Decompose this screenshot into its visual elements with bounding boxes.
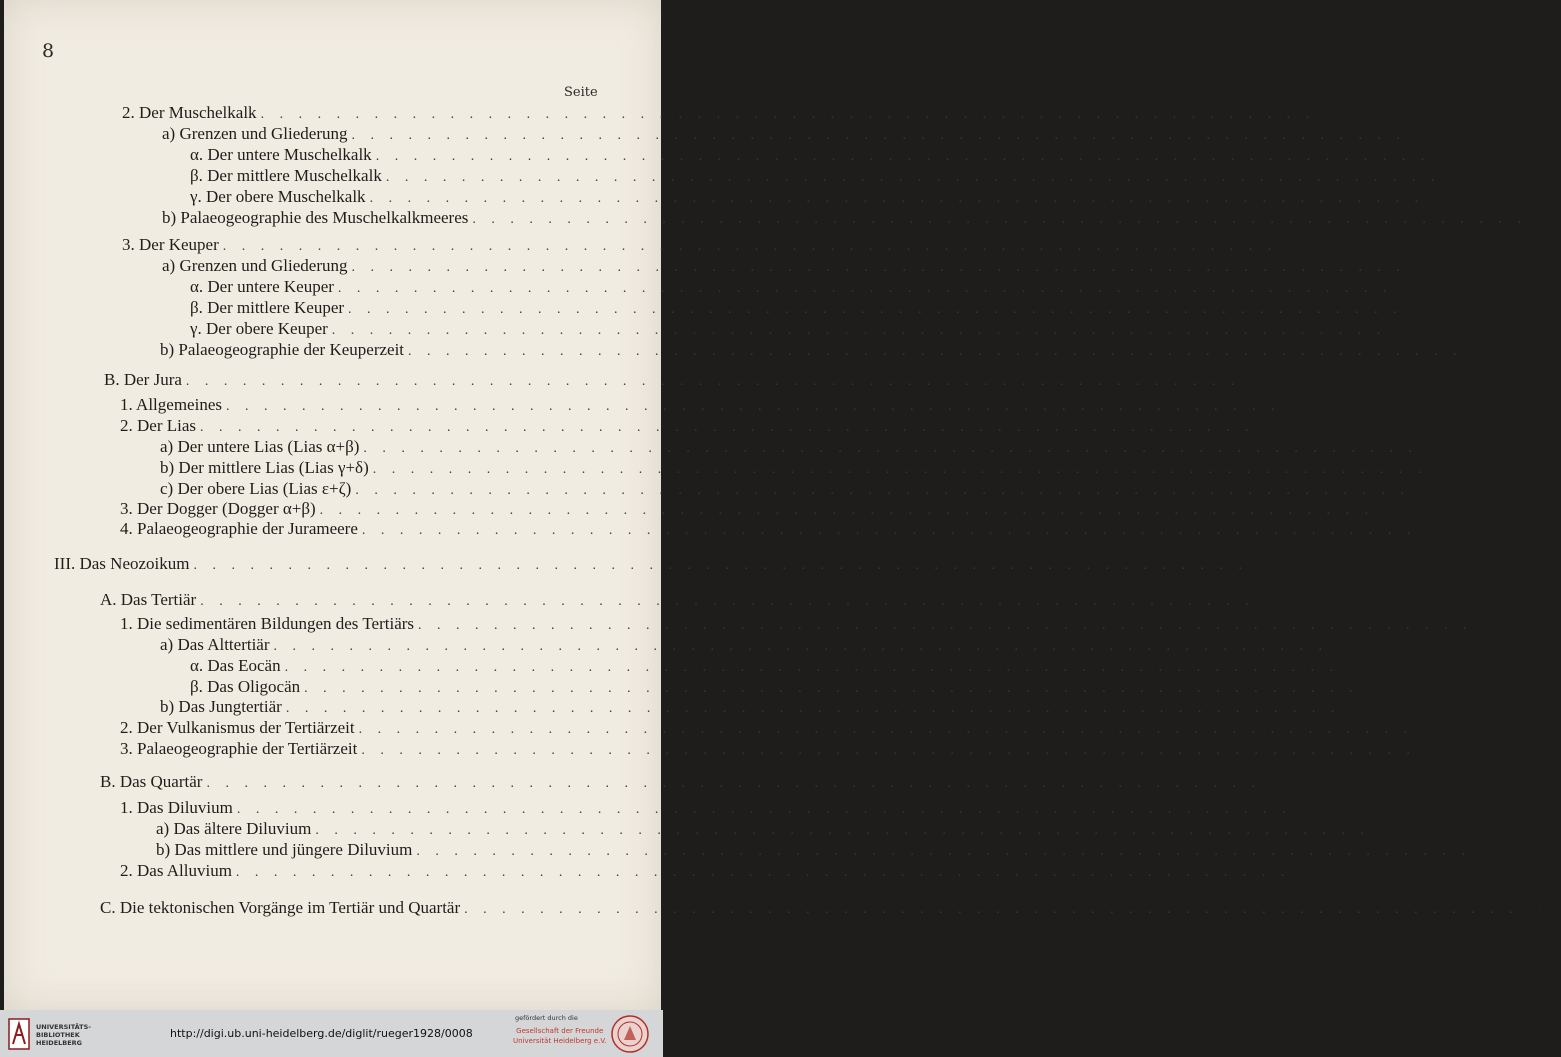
toc-entry [190, 298, 1437, 320]
toc-entry [100, 590, 1289, 612]
library-name: UNIVERSITÄTS- BIBLIOTHEK HEIDELBERG [36, 1023, 91, 1047]
toc-entry-page: 124 [1535, 208, 1561, 227]
toc-entry-label: 2. Das Alluvium [120, 861, 232, 880]
society-name: Gesellschaft der Freunde Universität Heidelberg e.V. [513, 1027, 607, 1045]
toc-entry-label: 4. Palaeogeographie der Jurameere [120, 519, 358, 538]
toc-entry-label: 1. Das Diluvium [120, 798, 233, 817]
toc-entry [160, 479, 1444, 501]
toc-leader: . . . . . . . . . . . . . . . . . . . . . . . . . . . . . . . . . . . . . . . . . . . . . . . . . . . . . . . . [235, 865, 1291, 880]
toc-entry-label: β. Der mittlere Muschelkalk [190, 166, 382, 185]
toc-entry-page: 217 [1527, 898, 1553, 917]
toc-entry-label: III. Das Neozoikum [54, 554, 190, 573]
toc-leader: . . . . . . . . . . . . . . . . . . . . . . . . . . . . . . . . . . . . . . . . . . . . . . . . . . . . . . . . [361, 523, 1417, 538]
toc-leader: . . . . . . . . . . . . . . . . . . . . . . . . . . . . . . . . . . . . . . . . . . . . . . . . . . . . . . . . [369, 191, 1425, 206]
toc-entry-page: 136 [1411, 298, 1437, 317]
toc-entry-page: 141 [1394, 319, 1421, 338]
page-number: 8 [42, 40, 55, 62]
toc-entry-page: 166 [1347, 656, 1374, 675]
toc-entry-page: 193 [1269, 772, 1295, 791]
toc-entry-page: 166 [1263, 590, 1289, 609]
toc-leader: . . . . . . . . . . . . . . . . . . . . . . . . . . . . . . . . . . . . . . . . . . . . . . . . . . . . . . . . [315, 823, 1370, 838]
toc-entry [120, 519, 1451, 541]
toc-leader: . . . . . . . . . . . . . . . . . . . . . . . . . . . . . . . . . . . . . . . . . . . . . . . . . . . . . . . . [358, 722, 1414, 737]
toc-entry [120, 395, 1315, 417]
toc-entry-page: 151 [1248, 370, 1275, 389]
toc-leader: . . . . . . . . . . . . . . . . . . . . . . . . . . . . . . . . . . . . . . . . . . . . . . . . . . . . . . . . [200, 420, 1255, 435]
toc-entry-label: γ. Der obere Keuper [190, 319, 328, 338]
toc-entry [160, 458, 1462, 480]
toc-leader: . . . . . . . . . . . . . . . . . . . . . . . . . . . . . . . . . . . . . . . . . . . . . . . . . . . . . . . . [385, 170, 1441, 185]
toc-entry-page: 155 [1435, 458, 1462, 477]
toc-entry-label: 3. Der Keuper [122, 235, 219, 254]
toc-entry-label: 2. Der Lias [120, 416, 197, 435]
toc-entry-page: 152 [1263, 416, 1289, 435]
toc-entry-label: b) Das Jungtertiär [160, 697, 282, 716]
toc-entry-label: α. Der untere Muschelkalk [190, 145, 372, 164]
toc-leader: . . . . . . . . . . . . . . . . . . . . . . . . . . . . . . . . . . . . . . . . . . . . . . . . . . . . . . . . [416, 844, 1471, 859]
toc-leader: . . . . . . . . . . . . . . . . . . . . . . . . . . . . . . . . . . . . . . . . . . . . . . . . . . . . . . . . [304, 681, 1359, 696]
toc-entry-label: a) Das Alttertiär [160, 635, 270, 654]
toc-entry [120, 416, 1289, 438]
toc-entry [122, 235, 1312, 257]
toc-entry-label: a) Der untere Lias (Lias α+β) [160, 437, 360, 456]
toc-entry [190, 677, 1393, 699]
toc-entry-label: b) Der mittlere Lias (Lias γ+δ) [160, 458, 369, 477]
toc-entry [190, 277, 1427, 299]
toc-entry-page: 108 [1323, 103, 1350, 122]
toc-entry-page: 133 [1285, 235, 1312, 254]
toc-leader: . . . . . . . . . . . . . . . . . . . . . . . . . . . . . . . . . . . . . . . . . . . . . . . . . . . . . . . . [363, 441, 1418, 456]
toc-entry [162, 256, 1441, 278]
toc-entry-label: a) Grenzen und Gliederung [162, 124, 348, 143]
toc-entry [120, 499, 1409, 521]
toc-leader: . . . . . . . . . . . . . . . . . . . . . . . . . . . . . . . . . . . . . . . . . . . . . . . . . . . . . . . . [375, 149, 1431, 164]
toc-leader: . . . . . . . . . . . . . . . . . . . . . . . . . . . . . . . . . . . . . . . . . . . . . . . . . . . . . . . . [361, 743, 1416, 758]
toc-entry [100, 898, 1553, 920]
toc-entry-label: b) Das mittlere und jüngere Diluvium [156, 840, 413, 859]
toc-entry-label: 1. Die sedimentären Bildungen des Tertiärs [120, 614, 415, 633]
toc-entry-label: 2. Der Vulkanismus der Tertiärzeit [120, 718, 355, 737]
toc-entry [190, 319, 1421, 341]
toc-entry [190, 166, 1475, 188]
toc-entry-label: A. Das Tertiär [100, 590, 197, 609]
toc-entry [160, 340, 1497, 362]
toc-leader: . . . . . . . . . . . . . . . . . . . . . . . . . . . . . . . . . . . . . . . . . . . . . . . . . . . . . . . . [472, 212, 1527, 227]
toc-entry-label: c) Der obere Lias (Lias ε+ζ) [160, 479, 352, 498]
toc-entry-page: 155 [1418, 479, 1444, 498]
toc-entry-page: 134 [1400, 277, 1427, 296]
toc-leader: . . . . . . . . . . . . . . . . . . . . . . . . . . . . . . . . . . . . . . . . . . . . . . . . . . . . . . . . [355, 483, 1410, 498]
toc-entry-page: 151 [1288, 395, 1315, 414]
toc-leader: . . . . . . . . . . . . . . . . . . . . . . . . . . . . . . . . . . . . . . . . . . . . . . . . . . . . . . . . [185, 374, 1241, 389]
toc-entry [104, 370, 1275, 392]
toc-entry-label: α. Der untere Keuper [190, 277, 334, 296]
toc-entry-label: B. Der Jura [104, 370, 182, 389]
toc-entry-label: B. Das Quartär [100, 772, 203, 791]
permalink-url[interactable]: http://digi.ub.uni-heidelberg.de/diglit/rueger1928/0008 [170, 1027, 473, 1040]
toc-entry [120, 798, 1326, 820]
toc-entry-page: 191 [1424, 739, 1450, 758]
toc-entry [190, 656, 1374, 678]
toc-entry [122, 103, 1350, 125]
toc-entry [100, 772, 1295, 794]
toc-leader: . . . . . . . . . . . . . . . . . . . . . . . . . . . . . . . . . . . . . . . . . . . . . . . . . . . . . . . . [193, 558, 1248, 573]
toc-entry [162, 208, 1561, 230]
toc-entry-page: 194 [1299, 798, 1326, 817]
toc-entry-label: 3. Der Dogger (Dogger α+β) [120, 499, 316, 518]
scanned-page [4, 0, 1561, 1010]
toc-leader: . . . . . . . . . . . . . . . . . . . . . . . . . . . . . . . . . . . . . . . . . . . . . . . . . . . . . . . . [200, 594, 1255, 609]
page-column-header: Seite [564, 85, 598, 100]
toc-entry-label: 1. Allgemeines [120, 395, 222, 414]
toc-entry-page: 196 [1378, 819, 1404, 838]
toc-entry-page: 215 [1298, 861, 1325, 880]
toc-entry-page: 158 [1382, 499, 1409, 518]
toc-entry [120, 614, 1507, 636]
toc-leader: . . . . . . . . . . . . . . . . . . . . . . . . . . . . . . . . . . . . . . . . . . . . . . . . . . . . . . . . [351, 128, 1407, 143]
toc-entry-label: a) Grenzen und Gliederung [162, 256, 348, 275]
toc-entry-label: γ. Der obere Muschelkalk [190, 187, 366, 206]
toc-entry [120, 861, 1325, 883]
toc-leader: . . . . . . . . . . . . . . . . . . . . . . . . . . . . . . . . . . . . . . . . . . . . . . . . . . . . . . . . [206, 776, 1261, 791]
toc-entry [160, 437, 1452, 459]
toc-entry-label: 2. Der Muschelkalk [122, 103, 257, 122]
toc-entry-label: b) Palaeogeographie des Muschelkalkmeeres [162, 208, 469, 227]
toc-leader: . . . . . . . . . . . . . . . . . . . . . . . . . . . . . . . . . . . . . . . . . . . . . . . . . . . . . . . . [225, 399, 1281, 414]
toc-leader: . . . . . . . . . . . . . . . . . . . . . . . . . . . . . . . . . . . . . . . . . . . . . . . . . . . . . . . . [273, 639, 1329, 654]
toc-leader: . . . . . . . . . . . . . . . . . . . . . . . . . . . . . . . . . . . . . . . . . . . . . . . . . . . . . . . . [236, 802, 1292, 817]
toc-entry-page: 166 [1481, 614, 1507, 633]
toc-leader: . . . . . . . . . . . . . . . . . . . . . . . . . . . . . . . . . . . . . . . . . . . . . . . . . . . . . . . . [408, 344, 1463, 359]
toc-entry-page: 119 [1433, 187, 1459, 206]
toc-entry [120, 718, 1448, 740]
toc-leader: . . . . . . . . . . . . . . . . . . . . . . . . . . . . . . . . . . . . . . . . . . . . . . . . . . . . . . . . [464, 902, 1519, 917]
toc-leader: . . . . . . . . . . . . . . . . . . . . . . . . . . . . . . . . . . . . . . . . . . . . . . . . . . . . . . . . [348, 302, 1403, 317]
toc-leader: . . . . . . . . . . . . . . . . . . . . . . . . . . . . . . . . . . . . . . . . . . . . . . . . . . . . . . . . [418, 618, 1473, 633]
toc-entry-page: 181 [1421, 718, 1448, 737]
toc-entry-page: 108 [1438, 145, 1465, 164]
toc-entry-page: 108 [1414, 124, 1441, 143]
toc-entry-label: a) Das ältere Diluvium [156, 819, 312, 838]
toc-entry-label: b) Palaeogeographie der Keuperzeit [160, 340, 405, 359]
toc-entry-page: 166 [1336, 635, 1363, 654]
toc-entry-page: 133 [1414, 256, 1441, 275]
toc-leader: . . . . . . . . . . . . . . . . . . . . . . . . . . . . . . . . . . . . . . . . . . . . . . . . . . . . . . . . [337, 281, 1393, 296]
toc-leader: . . . . . . . . . . . . . . . . . . . . . . . . . . . . . . . . . . . . . . . . . . . . . . . . . . . . . . . . [372, 462, 1428, 477]
toc-entry-label: C. Die tektonischen Vorgänge im Tertiär und Quartär [100, 898, 461, 917]
toc-entry-page: 152 [1426, 437, 1452, 456]
toc-leader: . . . . . . . . . . . . . . . . . . . . . . . . . . . . . . . . . . . . . . . . . . . . . . . . . . . . . . . . [284, 660, 1340, 675]
toc-leader: . . . . . . . . . . . . . . . . . . . . . . . . . . . . . . . . . . . . . . . . . . . . . . . . . . . . . . . . [222, 239, 1278, 254]
toc-entry [54, 554, 1282, 576]
toc-entry-page: 146 [1471, 340, 1497, 359]
toc-entry-page: 179 [1348, 697, 1375, 716]
toc-leader: . . . . . . . . . . . . . . . . . . . . . . . . . . . . . . . . . . . . . . . . . . . . . . . . . . . . . . . . [260, 107, 1316, 122]
toc-entry-label: 3. Palaeogeographie der Tertiärzeit [120, 739, 358, 758]
digitization-footer [0, 1010, 663, 1057]
toc-entry [156, 840, 1505, 862]
funded-by-label: gefördert durch die [515, 1014, 578, 1022]
toc-entry-label: α. Das Eocän [190, 656, 281, 675]
toc-entry [162, 124, 1441, 146]
toc-leader: . . . . . . . . . . . . . . . . . . . . . . . . . . . . . . . . . . . . . . . . . . . . . . . . . . . . . . . . [319, 503, 1375, 518]
university-seal-icon [610, 1014, 650, 1054]
toc-entry-page: 163 [1256, 554, 1282, 573]
toc-entry-label: β. Der mittlere Keuper [190, 298, 345, 317]
toc-leader: . . . . . . . . . . . . . . . . . . . . . . . . . . . . . . . . . . . . . . . . . . . . . . . . . . . . . . . . [351, 260, 1407, 275]
toc-entry-page: 203 [1479, 840, 1505, 859]
toc-entry [160, 635, 1363, 657]
toc-leader: . . . . . . . . . . . . . . . . . . . . . . . . . . . . . . . . . . . . . . . . . . . . . . . . . . . . . . . . [285, 701, 1341, 716]
toc-entry-page: 168 [1367, 677, 1393, 696]
university-library-logo-icon [8, 1018, 30, 1050]
toc-entry-page: 160 [1424, 519, 1451, 538]
toc-entry [190, 187, 1459, 209]
toc-leader: . . . . . . . . . . . . . . . . . . . . . . . . . . . . . . . . . . . . . . . . . . . . . . . . . . . . . . . . [331, 323, 1387, 338]
toc-entry [160, 697, 1375, 719]
toc-entry [156, 819, 1404, 841]
toc-entry-label: β. Das Oligocän [190, 677, 301, 696]
toc-entry [120, 739, 1450, 761]
toc-entry [190, 145, 1465, 167]
toc-entry-page: 114 [1449, 166, 1475, 185]
